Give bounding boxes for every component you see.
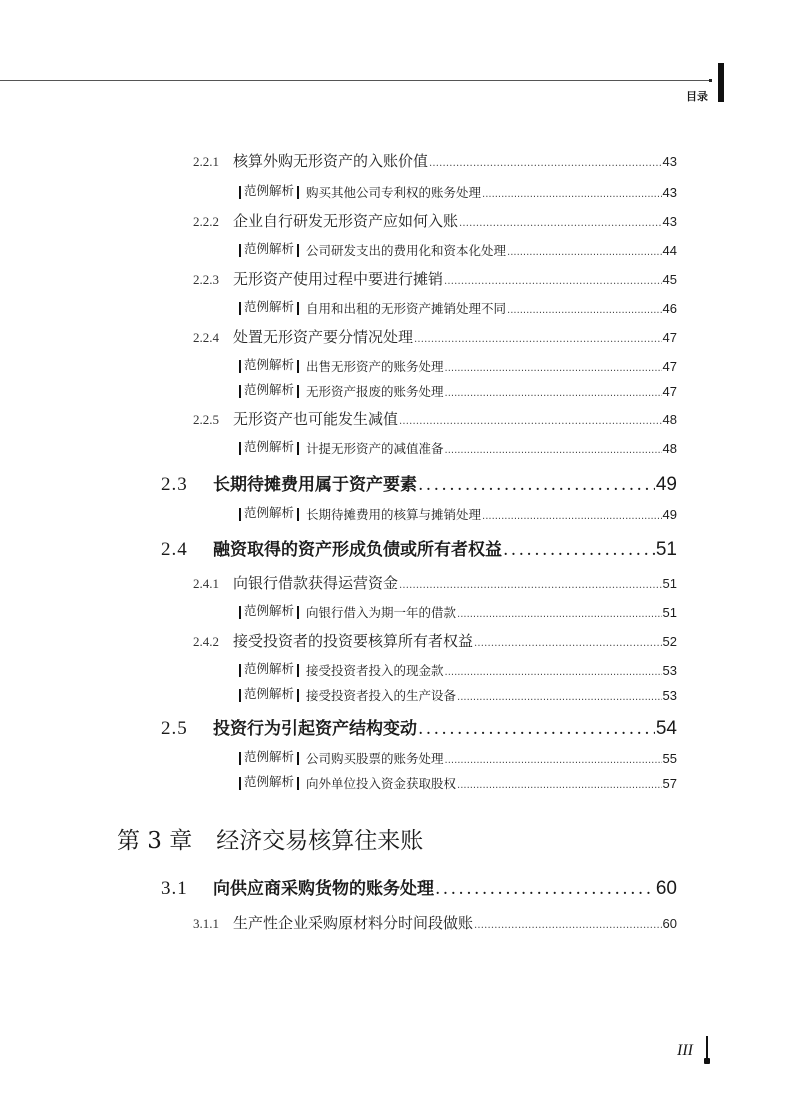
entry-title: 公司研发支出的费用化和资本化处理 xyxy=(306,242,507,258)
example-tag xyxy=(236,239,302,257)
tag-bar-right xyxy=(297,664,299,677)
toc-subsection-entry xyxy=(193,326,677,347)
tag-bar-right xyxy=(297,606,299,619)
tag-bar-left xyxy=(239,664,241,677)
entry-title: 向银行借款获得运营资金 xyxy=(233,574,399,592)
entry-number: 2.3 xyxy=(161,474,188,495)
dot-leader xyxy=(474,638,662,649)
dot-leader xyxy=(459,218,662,229)
entry-page-number: 44 xyxy=(662,242,677,258)
tag-bar-right xyxy=(297,508,299,521)
entry-page-number: 48 xyxy=(662,440,677,456)
tag-bar-left xyxy=(239,689,241,702)
toc-example-entry xyxy=(236,355,677,375)
dot-leader xyxy=(429,158,662,169)
dot-leader xyxy=(445,363,662,374)
header-rule xyxy=(0,80,712,81)
dot-leader xyxy=(482,189,662,200)
entry-title: 长期待摊费用属于资产要素 xyxy=(213,475,417,495)
dot-leader xyxy=(457,780,662,791)
entry-page-number: 53 xyxy=(662,687,677,703)
toc-example-entry xyxy=(236,181,677,201)
entry-page-number: 52 xyxy=(662,634,677,649)
chapter-heading xyxy=(117,822,423,855)
entry-page-number: 51 xyxy=(655,539,677,560)
entry-title: 购买其他公司专利权的账务处理 xyxy=(306,184,482,200)
toc-subsection-entry xyxy=(193,268,677,289)
entry-page-number: 43 xyxy=(662,184,677,200)
dot-leader xyxy=(503,540,655,560)
entry-page-number: 55 xyxy=(662,750,677,766)
tag-bar-left xyxy=(239,360,241,373)
entry-page-number: 51 xyxy=(662,604,677,620)
example-tag-label: 范例解析 xyxy=(244,661,295,676)
header-rule-end-dot xyxy=(709,79,712,82)
dot-leader xyxy=(399,416,662,427)
example-tag xyxy=(236,437,302,455)
example-tag-label: 范例解析 xyxy=(244,241,295,256)
entry-number: 2.4 xyxy=(161,539,188,560)
toc-section-entry xyxy=(161,874,677,900)
tag-bar-right xyxy=(297,186,299,199)
dot-leader xyxy=(418,475,655,495)
toc-section-entry xyxy=(161,470,677,496)
entry-page-number: 57 xyxy=(662,775,677,791)
entry-page-number: 48 xyxy=(662,412,677,427)
tag-bar-right xyxy=(297,689,299,702)
tag-bar-right xyxy=(297,360,299,373)
example-tag xyxy=(236,503,302,521)
example-tag xyxy=(236,380,302,398)
tag-bar-right xyxy=(297,442,299,455)
toc-subsection-entry xyxy=(193,408,677,429)
entry-title: 计提无形资产的减值准备 xyxy=(306,440,444,456)
example-tag-label: 范例解析 xyxy=(244,357,295,372)
example-tag-label: 范例解析 xyxy=(244,686,295,701)
dot-leader xyxy=(507,305,662,316)
toc-subsection-entry xyxy=(193,630,677,651)
example-tag xyxy=(236,355,302,373)
dot-leader xyxy=(445,445,662,456)
tag-bar-left xyxy=(239,606,241,619)
entry-page-number: 47 xyxy=(662,330,677,345)
dot-leader xyxy=(414,334,662,345)
entry-title: 接受投资者投入的现金款 xyxy=(306,662,444,678)
example-tag-label: 范例解析 xyxy=(244,382,295,397)
entry-title: 向银行借入为期一年的借款 xyxy=(306,604,457,620)
dot-leader xyxy=(435,879,655,899)
dot-leader xyxy=(399,580,662,591)
entry-title: 融资取得的资产形成负债或所有者权益 xyxy=(213,540,502,560)
toc-subsection-entry xyxy=(193,912,677,933)
dot-leader xyxy=(457,609,662,620)
example-tag-label: 范例解析 xyxy=(244,299,295,314)
entry-number: 3.1 xyxy=(161,878,188,899)
tag-bar-right xyxy=(297,302,299,315)
entry-number: 2.2.1 xyxy=(193,154,219,169)
header-marker-bar xyxy=(718,63,724,102)
tag-bar-left xyxy=(239,442,241,455)
entry-page-number: 45 xyxy=(662,272,677,287)
tag-bar-left xyxy=(239,385,241,398)
toc-section-entry xyxy=(161,535,677,561)
page-number: III xyxy=(677,1042,693,1059)
chapter-number: 第 3 章 xyxy=(117,828,193,854)
example-tag xyxy=(236,181,302,199)
example-tag xyxy=(236,684,302,702)
toc-example-entry xyxy=(236,747,677,767)
entry-page-number: 60 xyxy=(662,916,677,931)
entry-page-number: 43 xyxy=(662,154,677,169)
entry-page-number: 54 xyxy=(655,718,677,739)
tag-bar-right xyxy=(297,244,299,257)
toc-example-entry xyxy=(236,503,677,523)
tag-bar-left xyxy=(239,752,241,765)
tag-bar-left xyxy=(239,244,241,257)
entry-number: 2.2.2 xyxy=(193,214,219,229)
example-tag xyxy=(236,659,302,677)
running-header: 目录 xyxy=(686,90,708,103)
example-tag-label: 范例解析 xyxy=(244,505,295,520)
tag-bar-right xyxy=(297,385,299,398)
toc-subsection-entry xyxy=(193,150,677,171)
tag-bar-right xyxy=(297,752,299,765)
entry-page-number: 46 xyxy=(662,300,677,316)
footer-marker-dot xyxy=(704,1058,710,1064)
footer-marker-bar xyxy=(706,1036,708,1058)
dot-leader xyxy=(457,692,662,703)
entry-title: 企业自行研发无形资产应如何入账 xyxy=(233,212,459,230)
tag-bar-left xyxy=(239,302,241,315)
example-tag-label: 范例解析 xyxy=(244,603,295,618)
entry-page-number: 53 xyxy=(662,662,677,678)
entry-title: 无形资产报废的账务处理 xyxy=(306,383,444,399)
dot-leader xyxy=(445,388,662,399)
entry-page-number: 47 xyxy=(662,383,677,399)
entry-page-number: 51 xyxy=(662,576,677,591)
entry-number: 2.2.4 xyxy=(193,330,219,345)
tag-bar-left xyxy=(239,777,241,790)
toc-example-entry xyxy=(236,684,677,704)
entry-number: 2.5 xyxy=(161,718,188,739)
example-tag xyxy=(236,601,302,619)
entry-number: 3.1.1 xyxy=(193,916,219,931)
entry-page-number: 47 xyxy=(662,358,677,374)
dot-leader xyxy=(444,276,662,287)
entry-title: 向供应商采购货物的账务处理 xyxy=(213,879,434,899)
entry-page-number: 43 xyxy=(662,214,677,229)
entry-title: 公司购买股票的账务处理 xyxy=(306,750,444,766)
dot-leader xyxy=(474,920,662,931)
entry-title: 生产性企业采购原材料分时间段做账 xyxy=(233,914,474,932)
toc-example-entry xyxy=(236,239,677,259)
example-tag-label: 范例解析 xyxy=(244,439,295,454)
toc-example-entry xyxy=(236,297,677,317)
entry-page-number: 49 xyxy=(662,506,677,522)
toc-example-entry xyxy=(236,437,677,457)
toc-example-entry xyxy=(236,659,677,679)
entry-title: 核算外购无形资产的入账价值 xyxy=(233,152,429,170)
example-tag xyxy=(236,747,302,765)
entry-number: 2.2.3 xyxy=(193,272,219,287)
toc-section-entry xyxy=(161,714,677,740)
example-tag-label: 范例解析 xyxy=(244,749,295,764)
tag-bar-left xyxy=(239,186,241,199)
example-tag-label: 范例解析 xyxy=(244,774,295,789)
entry-title: 接受投资者投入的生产设备 xyxy=(306,687,457,703)
dot-leader xyxy=(482,511,662,522)
dot-leader xyxy=(445,667,662,678)
entry-title: 出售无形资产的账务处理 xyxy=(306,358,444,374)
chapter-title: 经济交易核算往来账 xyxy=(216,828,424,854)
tag-bar-right xyxy=(297,777,299,790)
entry-title: 投资行为引起资产结构变动 xyxy=(213,719,417,739)
entry-page-number: 60 xyxy=(655,878,677,899)
toc-example-entry xyxy=(236,380,677,400)
tag-bar-left xyxy=(239,508,241,521)
entry-title: 长期待摊费用的核算与摊销处理 xyxy=(306,506,482,522)
entry-title: 向外单位投入资金获取股权 xyxy=(306,775,457,791)
entry-page-number: 49 xyxy=(655,474,677,495)
toc-example-entry xyxy=(236,772,677,792)
toc-example-entry xyxy=(236,601,677,621)
entry-title: 自用和出租的无形资产摊销处理不同 xyxy=(306,300,507,316)
entry-number: 2.4.2 xyxy=(193,634,219,649)
entry-title: 处置无形资产要分情况处理 xyxy=(233,328,414,346)
example-tag xyxy=(236,297,302,315)
entry-number: 2.2.5 xyxy=(193,412,219,427)
example-tag-label: 范例解析 xyxy=(244,183,295,198)
entry-number: 2.4.1 xyxy=(193,576,219,591)
toc-subsection-entry xyxy=(193,210,677,231)
dot-leader xyxy=(418,719,655,739)
entry-title: 无形资产也可能发生减值 xyxy=(233,410,399,428)
dot-leader xyxy=(445,755,662,766)
dot-leader xyxy=(507,247,662,258)
toc-subsection-entry xyxy=(193,572,677,593)
example-tag xyxy=(236,772,302,790)
entry-title: 无形资产使用过程中要进行摊销 xyxy=(233,270,444,288)
entry-title: 接受投资者的投资要核算所有者权益 xyxy=(233,632,474,650)
